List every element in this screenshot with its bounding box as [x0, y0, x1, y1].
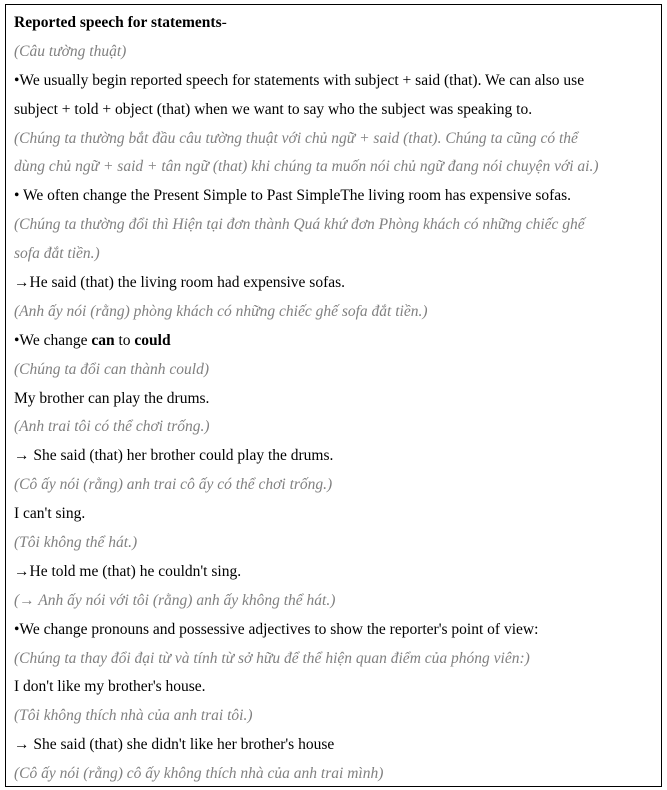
translation-line — [14, 38, 653, 67]
text-line — [14, 616, 653, 645]
text-run: sofa đắt tiền.) — [14, 245, 100, 263]
text-line — [14, 558, 653, 587]
text-run: (Cô ấy nói (rằng) cô ấy không thích nhà của anh trai mình) — [14, 765, 384, 783]
text-line — [14, 67, 653, 96]
text-run: - — [221, 14, 227, 31]
text-line — [14, 327, 653, 356]
text-run: (Tôi không thích nhà của anh trai tôi.) — [14, 707, 253, 725]
translation-line — [14, 153, 653, 182]
text-run: •We change pronouns and possessive adjectives to show the reporter's point of view: — [14, 620, 539, 638]
text-run: →He told me (that) he couldn't sing. — [14, 562, 242, 580]
text-run: to — [114, 331, 135, 349]
bold-text: can — [91, 331, 115, 349]
translation-line — [14, 240, 653, 269]
translation-line — [14, 760, 653, 789]
text-run: (Chúng ta đổi can thành could) — [14, 360, 210, 378]
text-run: (→ Anh ấy nói với tôi (rằng) anh ấy không thể hát.) — [14, 591, 336, 609]
translation-line — [14, 587, 653, 616]
translation-line — [14, 125, 653, 154]
translation-line — [14, 645, 653, 674]
section-title — [14, 9, 653, 38]
text-run: My brother can play the drums. — [14, 389, 210, 407]
text-run: •We usually begin reported speech for statements with subject + said (that). We can also use — [14, 71, 585, 89]
bold-text: could — [134, 331, 171, 349]
text-line — [14, 182, 653, 211]
translation-line — [14, 529, 653, 558]
translation-line — [14, 471, 653, 500]
text-line — [14, 731, 653, 760]
text-run: (Tôi không thể hát.) — [14, 534, 138, 552]
text-run: (Chúng ta thường bắt đầu câu tường thuật với chủ ngữ + said (that). Chúng ta cũng có thể — [14, 129, 578, 147]
text-run: subject + told + object (that) when we want to say who the subject was speaking to. — [14, 100, 533, 118]
text-run: dùng chủ ngữ + said + tân ngữ (that) khi chúng ta muốn nói chủ ngữ đang nói chuyện với ai.) — [14, 158, 599, 176]
text-run: (Chúng ta thường đổi thì Hiện tại đơn thành Quá khứ đơn Phòng khách có những chiếc ghế — [14, 216, 585, 234]
text-line — [14, 96, 653, 125]
text-run: I don't like my brother's house. — [14, 678, 206, 696]
text-run: •We change — [14, 331, 92, 349]
translation-line — [14, 413, 653, 442]
text-line — [14, 442, 653, 471]
text-run: I can't sing. — [14, 505, 86, 523]
text-line — [14, 673, 653, 702]
text-line — [14, 500, 653, 529]
translation-line — [14, 356, 653, 385]
translation-line — [14, 298, 653, 327]
text-run: (Cô ấy nói (rằng) anh trai cô ấy có thể chơi trống.) — [14, 476, 333, 494]
text-run: (Anh ấy nói (rằng) phòng khách có những chiếc ghế sofa đắt tiền.) — [14, 302, 428, 320]
text-run: (Anh trai tôi có thể chơi trống.) — [14, 418, 210, 436]
translation-line — [14, 702, 653, 731]
text-line — [14, 269, 653, 298]
text-run: →He said (that) the living room had expensive sofas. — [14, 274, 346, 292]
text-run: → She said (that) her brother could play the drums. — [14, 447, 334, 465]
text-run: (Chúng ta thay đổi đại từ và tính từ sở hữu để thể hiện quan điểm của phóng viên:) — [14, 649, 530, 667]
bold-text: Reported speech for statements — [14, 14, 222, 31]
text-line — [14, 385, 653, 414]
text-run: → She said (that) she didn't like her brother's house — [14, 736, 335, 754]
text-run: (Câu tường thuật) — [14, 42, 127, 60]
text-run: • We often change the Present Simple to Past SimpleThe living room has expensive sofas. — [14, 187, 572, 205]
translation-line — [14, 211, 653, 240]
lesson-box — [5, 4, 662, 787]
